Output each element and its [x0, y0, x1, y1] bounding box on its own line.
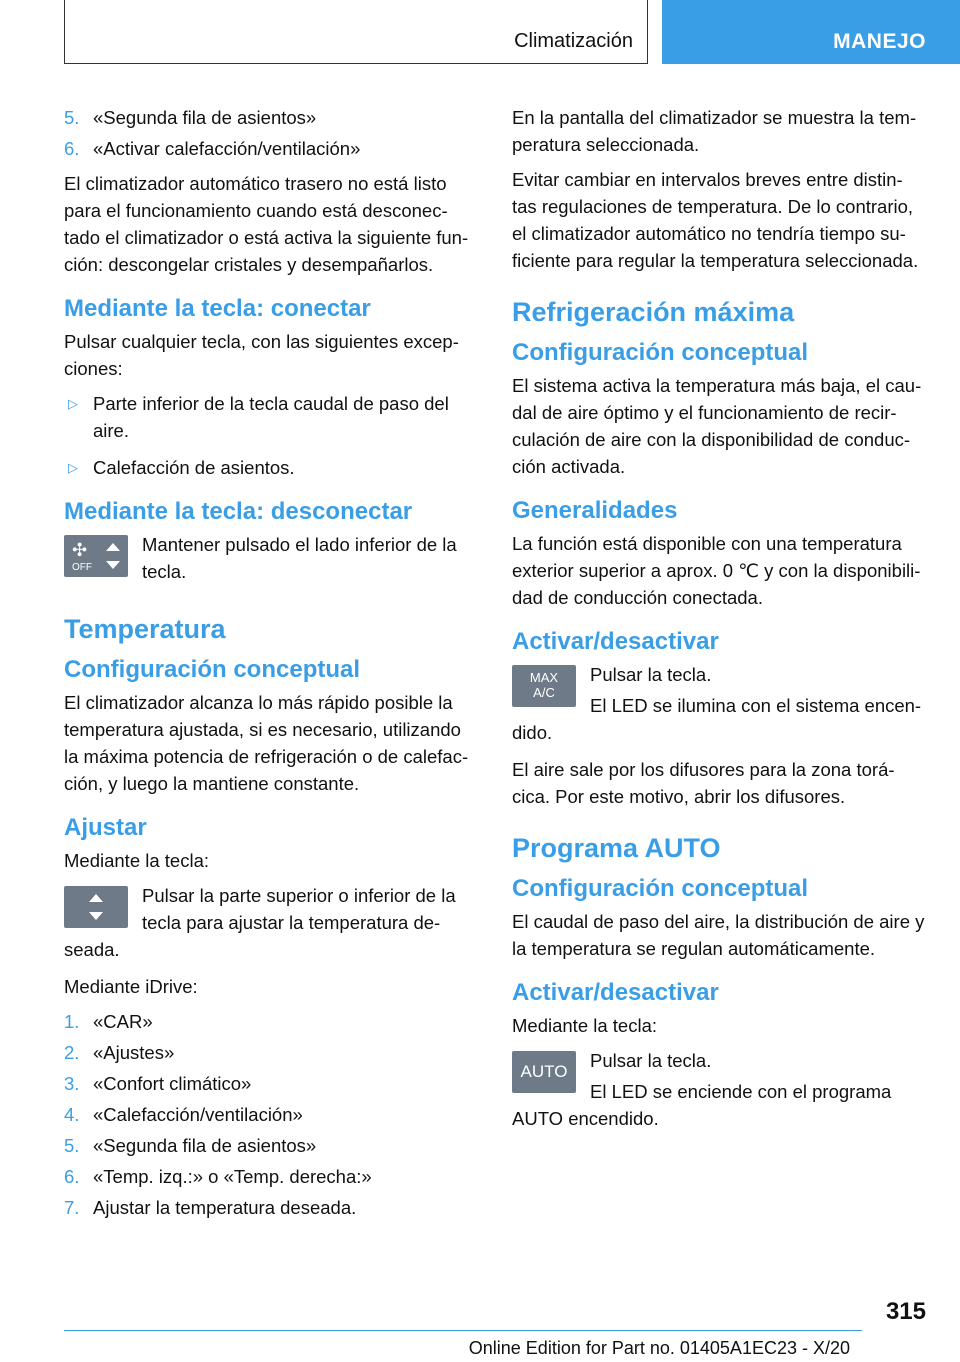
list-item	[64, 1101, 478, 1128]
key-description: El LED se enciende con el programa AUTO encendido.	[512, 1081, 892, 1129]
heading-refrigeracion: Refrigeración máxima	[512, 297, 795, 327]
list-number: 5.	[64, 107, 80, 128]
paragraph: Evitar cambiar en intervalos breves entre distin‐tas regulaciones de temperatura. De lo contrario, el climatizador automático no tendría tiempo su‐ficiente para regular la temperatura seleccionada.	[512, 169, 919, 271]
list-number: 6.	[64, 1166, 80, 1187]
section-title: Climatización	[514, 30, 633, 52]
list-text: «CAR»	[93, 1011, 153, 1032]
list-number: 3.	[64, 1073, 80, 1094]
paragraph: Mediante iDrive:	[64, 976, 198, 997]
list-text: «Segunda fila de asientos»	[93, 1135, 317, 1156]
triangle-bullet-icon: ▷	[68, 460, 78, 475]
ordered-list-top	[64, 104, 478, 162]
key-fan-off-block	[64, 531, 478, 591]
temperature-arrows-key-icon	[64, 886, 128, 928]
right-column	[512, 104, 926, 1142]
left-column	[64, 104, 478, 1229]
list-number: 4.	[64, 1104, 80, 1125]
fan-off-key-icon	[64, 535, 128, 577]
key-description: Pulsar la tecla.	[590, 1050, 712, 1071]
key-label: MAX	[529, 670, 559, 685]
key-description: Pulsar la parte superior o inferior de la tecla para ajustar la temperatura de‐seada.	[64, 885, 456, 960]
paragraph: En la pantalla del climatizador se muestra la tem‐peratura seleccionada.	[512, 107, 917, 155]
paragraph: El climatizador automático trasero no está listo para el funcionamiento cuando está desconec‐tado el climatizador o está activa la siguiente fun‐ción: descongelar cristales y desempañarlos.	[64, 173, 469, 275]
key-description: Mantener pulsado el lado inferior de la tecla.	[142, 534, 457, 582]
heading-config: Configuración conceptual	[512, 339, 809, 366]
list-item	[64, 1039, 478, 1066]
heading-activar: Activar/desactivar	[512, 979, 719, 1006]
list-item	[64, 1163, 478, 1190]
heading-conectar: Mediante la tecla: conectar	[64, 295, 371, 322]
list-text: «Ajustes»	[93, 1042, 175, 1063]
heading-programa-auto: Programa AUTO	[512, 833, 721, 863]
key-max-ac-block	[512, 661, 926, 746]
list-text: «Confort climático»	[93, 1073, 252, 1094]
arrow-up-icon	[106, 543, 120, 551]
key-description: Pulsar la tecla.	[590, 664, 712, 685]
paragraph: El climatizador alcanza lo más rápido posible la temperatura ajustada, si es necesario, utilizando la máxima potencia de refrigeración o de calefac‐ción, y luego la mantiene constante.	[64, 692, 469, 794]
key-label: AUTO	[520, 1062, 568, 1081]
paragraph: El caudal de paso del aire, la distribución de aire y la temperatura se regulan automáticamente.	[512, 911, 925, 959]
page-number: 315	[885, 1298, 926, 1325]
heading-desconectar: Mediante la tecla: desconectar	[64, 498, 413, 525]
key-label: A/C	[533, 685, 555, 700]
list-number: 5.	[64, 1135, 80, 1156]
list-text: «Segunda fila de asientos»	[93, 107, 317, 128]
fan-icon: ✣	[72, 540, 88, 560]
paragraph: El sistema activa la temperatura más baja, el cau‐dal de aire óptimo y el funcionamiento de recir‐culación de aire con la disponibilidad de conduc‐ción activada.	[512, 375, 922, 477]
arrow-down-icon	[89, 912, 103, 920]
arrow-up-icon	[89, 894, 103, 902]
list-number: 1.	[64, 1011, 80, 1032]
heading-activar: Activar/desactivar	[512, 628, 719, 655]
heading-generalidades: Generalidades	[512, 497, 678, 524]
list-text: «Activar calefacción/ventilación»	[93, 138, 361, 159]
footer-divider	[64, 1330, 862, 1331]
key-arrows-block	[64, 882, 478, 963]
list-text: «Temp. izq.:» o «Temp. derecha:»	[93, 1166, 372, 1187]
bullet-text: Parte inferior de la tecla caudal de paso del aire.	[93, 393, 449, 441]
heading-config: Configuración conceptual	[64, 656, 361, 683]
bullet-text: Calefacción de asientos.	[93, 457, 295, 478]
paragraph: Pulsar cualquier tecla, con las siguientes excep‐ciones:	[64, 331, 459, 379]
heading-temperatura: Temperatura	[64, 614, 226, 644]
paragraph: Mediante la tecla:	[512, 1015, 658, 1036]
edition-note: Online Edition for Part no. 01405A1EC23 - X/20	[468, 1338, 850, 1358]
ordered-list-bottom	[64, 1008, 478, 1221]
list-item	[64, 1070, 478, 1097]
header-section-box	[64, 0, 648, 64]
triangle-bullet-icon: ▷	[68, 396, 78, 411]
auto-key-icon	[512, 1051, 576, 1093]
list-item	[64, 1194, 478, 1221]
heading-config: Configuración conceptual	[512, 875, 809, 902]
bullet-item	[64, 390, 478, 444]
arrow-down-icon	[106, 561, 120, 569]
list-item	[64, 135, 478, 162]
max-ac-key-icon	[512, 665, 576, 707]
off-label: OFF	[72, 562, 92, 573]
paragraph: Mediante la tecla:	[64, 850, 210, 871]
chapter-tab	[662, 0, 960, 64]
list-number: 2.	[64, 1042, 80, 1063]
list-item	[64, 1008, 478, 1035]
list-number: 6.	[64, 138, 80, 159]
list-text: «Calefacción/ventilación»	[93, 1104, 303, 1125]
list-number: 7.	[64, 1197, 80, 1218]
list-text: Ajustar la temperatura deseada.	[93, 1197, 357, 1218]
paragraph: El aire sale por los difusores para la zona torá‐cica. Por este motivo, abrir los difusores.	[512, 759, 895, 807]
chapter-tab-label: MANEJO	[833, 30, 926, 53]
list-item	[64, 1132, 478, 1159]
heading-ajustar: Ajustar	[64, 814, 147, 841]
list-item	[64, 104, 478, 131]
paragraph: La función está disponible con una temperatura exterior superior a aprox. 0 ℃ y con la disponibili‐dad de conducción conectada.	[512, 533, 921, 608]
bullet-item	[64, 454, 478, 481]
key-description: El LED se ilumina con el sistema encen‐dido.	[512, 695, 922, 743]
key-auto-block	[512, 1047, 926, 1132]
